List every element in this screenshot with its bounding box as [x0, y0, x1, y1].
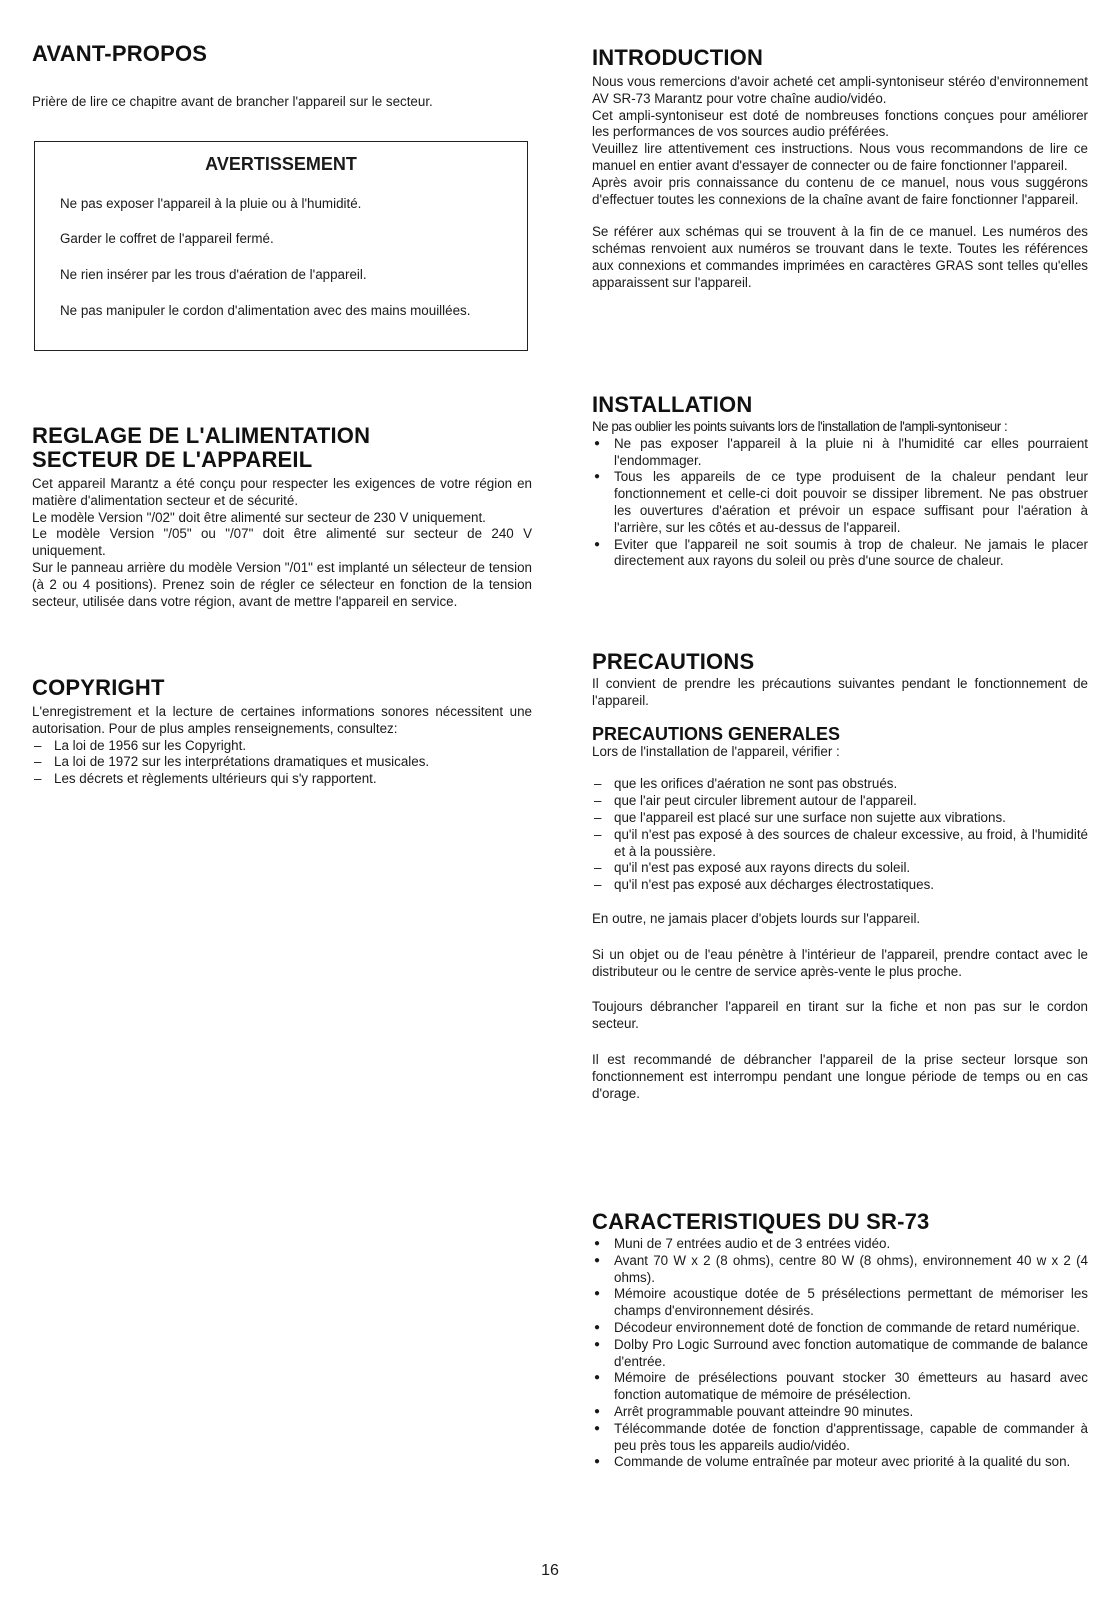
installation-section [592, 393, 1088, 570]
precautions-section [592, 650, 1088, 1102]
introduction-paragraph: Nous vous remercions d'avoir acheté cet ampli-syntoniseur stéréo d'environnement AV SR-73 Marantz pour votre chaîne audio/vidéo. [592, 74, 1088, 106]
introduction-paragraph: Cet ampli-syntoniseur est doté de nombreuses fonctions conçues pour améliorer les performances de vos sources audio préférées. [592, 107, 1088, 140]
list-item: – que l'air peut circuler librement autour de l'appareil. [592, 793, 1088, 810]
reglage-paragraph: Cet appareil Marantz a été conçu pour respecter les exigences de votre région en matière d'alimentation secteur et de sécurité. [32, 476, 532, 508]
precautions-sub-intro: Lors de l'installation de l'appareil, vérifier : [592, 743, 840, 759]
warning-item: Garder le coffret de l'appareil fermé. [60, 231, 274, 246]
list-item: ● Muni de 7 entrées audio et de 3 entrées vidéo. [592, 1236, 1088, 1253]
precautions-paragraph: Il est recommandé de débrancher l'appareil de la prise secteur lorsque son fonctionnement est interrompu pendant une longue période de temps ou en cas d'orage. [592, 1051, 1088, 1101]
copyright-text: L'enregistrement et la lecture de certaines informations sonores nécessitent une autorisation. Pour de plus amples renseignements, consultez: [32, 704, 532, 736]
list-item: ● Mémoire acoustique dotée de 5 présélections permettant de mémoriser les champs d'environnement désirés. [592, 1286, 1088, 1320]
installation-list [592, 436, 1088, 570]
caracteristiques-list [592, 1236, 1088, 1471]
introduction-section [592, 46, 1088, 292]
list-item: ● Commande de volume entraînée par moteur avec priorité à la qualité du son. [592, 1454, 1088, 1471]
precautions-title: PRECAUTIONS [592, 649, 755, 674]
warning-item: Ne pas manipuler le cordon d'alimentation avec des mains mouillées. [60, 303, 471, 318]
avant-propos-text: Prière de lire ce chapitre avant de brancher l'appareil sur le secteur. [32, 94, 433, 109]
list-item: ● Ne pas exposer l'appareil à la pluie ni à l'humidité car elles pourraient l'endommager. [592, 436, 1088, 470]
list-item: ● Avant 70 W x 2 (8 ohms), centre 80 W (8 ohms), environnement 40 w x 2 (4 ohms). [592, 1253, 1088, 1287]
introduction-paragraph: Après avoir pris connaissance du contenu de ce manuel, nous vous suggérons d'effectuer toutes les connexions de la chaîne avant de faire fonctionner l'appareil. [592, 174, 1088, 207]
precautions-paragraph: En outre, ne jamais placer d'objets lourds sur l'appareil. [592, 910, 921, 926]
reglage-paragraph: Le modèle Version "/02" doit être alimenté sur secteur de 230 V uniquement. [32, 509, 486, 525]
copyright-title: COPYRIGHT [32, 675, 165, 700]
warning-box [34, 141, 528, 351]
copyright-list [32, 738, 532, 788]
list-item: ● Mémoire de présélections pouvant stocker 30 émetteurs au hasard avec fonction automatique de mémoire de présélection. [592, 1370, 1088, 1404]
list-item: – qu'il n'est pas exposé aux rayons directs du soleil. [592, 860, 1088, 877]
precautions-subtitle: PRECAUTIONS GENERALES [592, 723, 841, 744]
list-item: ● Tous les appareils de ce type produisent de la chaleur pendant leur fonctionnement et celle-ci doit pouvoir se dissiper librement. Ne pas obstruer les ouvertures d'aération et prévoir un espace suffisant pour l'aération à l'arrière, sur les côtés et au-dessus de l'appareil. [592, 469, 1088, 536]
list-item: ● Télécommande dotée de fonction d'apprentissage, capable de commander à peu près tous les appareils audio/vidéo. [592, 1421, 1088, 1455]
precautions-paragraph: Toujours débrancher l'appareil en tirant sur la fiche et non pas sur le cordon secteur. [592, 999, 1088, 1032]
list-item: – qu'il n'est pas exposé à des sources de chaleur excessive, au froid, à l'humidité et à la poussière. [592, 827, 1088, 861]
list-item: – Les décrets et règlements ultérieurs qui s'y rapportent. [32, 771, 532, 788]
list-item: ● Décodeur environnement doté de fonction de commande de retard numérique. [592, 1320, 1088, 1337]
precautions-paragraph: Si un objet ou de l'eau pénètre à l'intérieur de l'appareil, prendre contact avec le distributeur ou le centre de service après-vente le plus proche. [592, 946, 1088, 979]
page-number: 16 [541, 1562, 559, 1579]
list-item: ● Eviter que l'appareil ne soit soumis à trop de chaleur. Ne jamais le placer directement aux rayons du soleil ou près d'une source de chaleur. [592, 537, 1088, 571]
installation-title: INSTALLATION [592, 392, 753, 417]
warning-item: Ne pas exposer l'appareil à la pluie ou à l'humidité. [60, 196, 362, 211]
list-item: – qu'il n'est pas exposé aux décharges électrostatiques. [592, 877, 1088, 894]
copyright-section [32, 676, 532, 788]
installation-intro: Ne pas oublier les points suivants lors de l'installation de l'ampli-syntoniseur : [592, 419, 1008, 434]
list-item: ● Dolby Pro Logic Surround avec fonction automatique de commande de balance d'entrée. [592, 1337, 1088, 1371]
precautions-intro: Il convient de prendre les précautions suivantes pendant le fonctionnement de l'appareil. [592, 676, 1088, 708]
list-item: – La loi de 1972 sur les interprétations dramatiques et musicales. [32, 754, 532, 771]
list-item: – que l'appareil est placé sur une surface non sujette aux vibrations. [592, 810, 1088, 827]
list-item: ● Arrêt programmable pouvant atteindre 90 minutes. [592, 1404, 1088, 1421]
avant-propos-title: AVANT-PROPOS [32, 41, 208, 66]
reglage-section [32, 424, 532, 610]
caracteristiques-section [592, 1210, 1088, 1471]
introduction-paragraph: Se référer aux schémas qui se trouvent à la fin de ce manuel. Les numéros des schémas renvoient aux numéros se trouvant dans le texte. Toutes les références aux connexions et commandes imprimées en caractères GRAS sont telles qu'elles apparaissent sur l'appareil. [592, 224, 1088, 290]
warning-item: Ne rien insérer par les trous d'aération de l'appareil. [60, 267, 367, 282]
reglage-paragraph: Le modèle Version "/05" ou "/07" doit être alimenté sur secteur de 240 V uniquement. [32, 526, 532, 559]
reglage-title-line2: SECTEUR DE L'APPAREIL [32, 447, 313, 472]
caracteristiques-title: CARACTERISTIQUES DU SR-73 [592, 1209, 930, 1234]
list-item: – que les orifices d'aération ne sont pas obstrués. [592, 776, 1088, 793]
introduction-paragraph: Veuillez lire attentivement ces instructions. Nous vous recommandons de lire ce manuel en entier avant d'essayer de connecter ou de faire fonctionner l'appareil. [592, 141, 1088, 173]
list-item: – La loi de 1956 sur les Copyright. [32, 738, 532, 755]
reglage-paragraph: Sur le panneau arrière du modèle Version "/01" est implanté un sélecteur de tension (à 2 ou 4 positions). Prenez soin de régler ce sélecteur en fonction de la tension secteur, utilisée dans votre région, avant de mettre l'appareil en service. [32, 559, 532, 609]
warning-title: AVERTISSEMENT [205, 154, 357, 174]
introduction-title: INTRODUCTION [592, 45, 764, 70]
precautions-list [592, 776, 1088, 894]
reglage-title-line1: REGLAGE DE L'ALIMENTATION [32, 423, 371, 448]
